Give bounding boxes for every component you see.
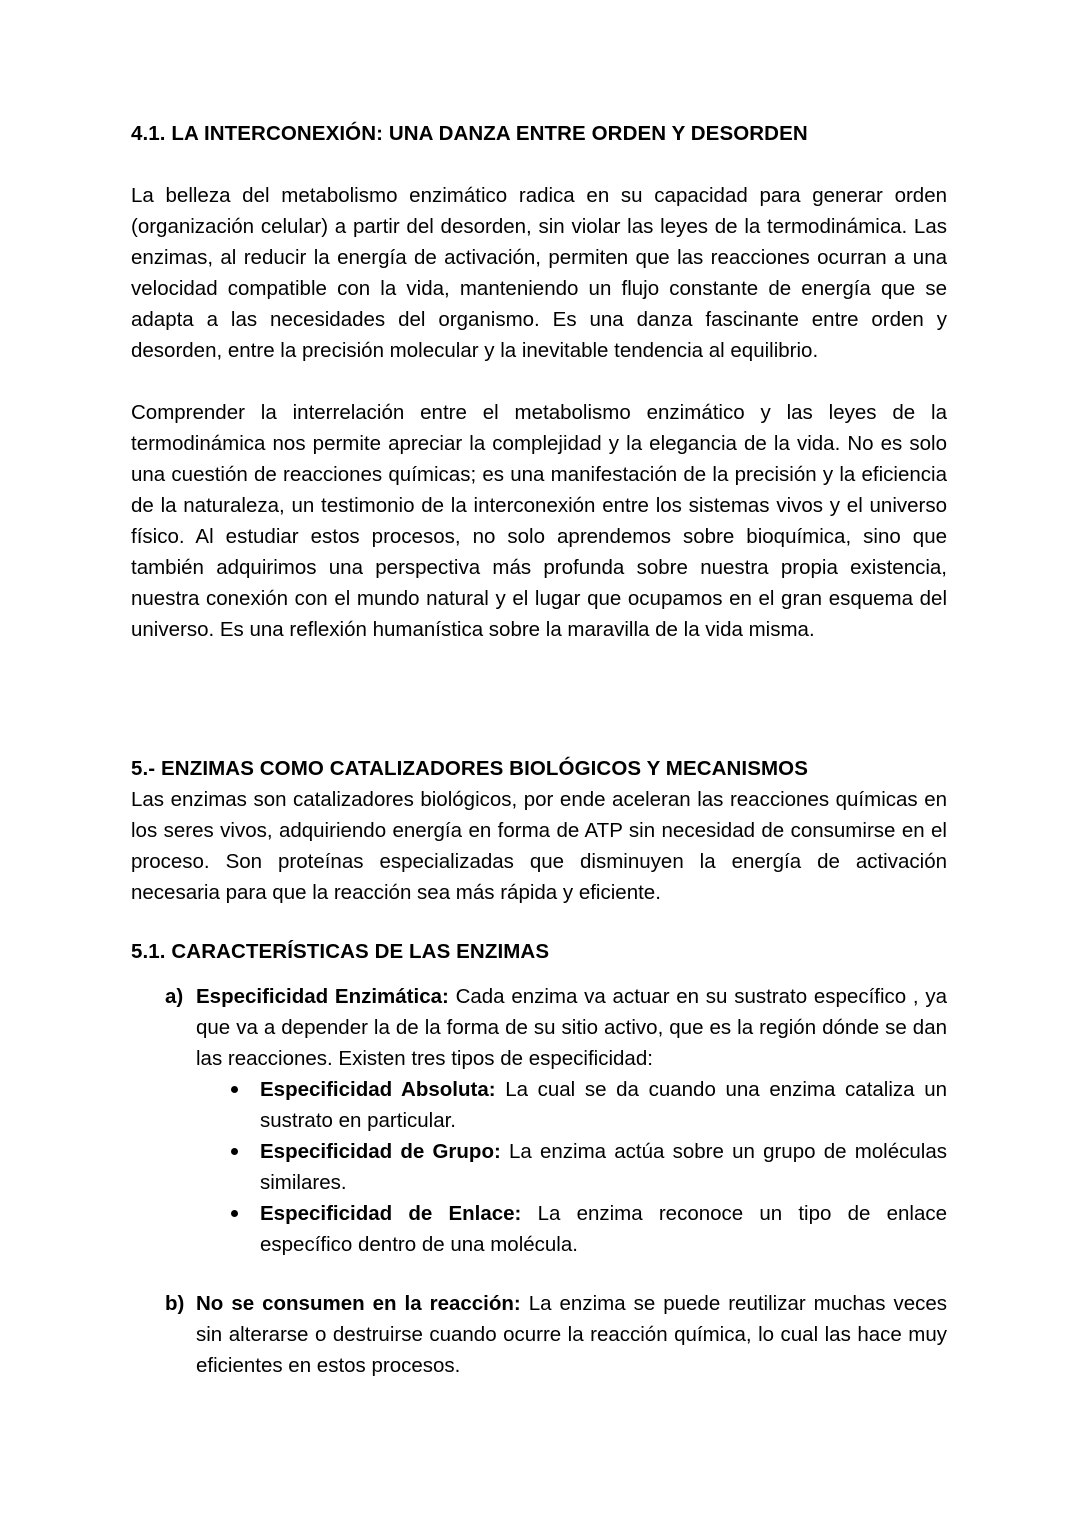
list-item — [131, 981, 947, 1074]
list-item — [131, 1136, 947, 1198]
paragraph-5-1: Las enzimas son catalizadores biológicos, por ende aceleran las reacciones químicas en los seres vivos, adquiriendo energía en forma de ATP sin necesidad de consumirse en el proceso. Son proteínas especializadas que disminuyen la energía de activación necesaria para que la reacción sea más rápida y eficiente. — [131, 788, 947, 904]
list-item-term: No se consumen en la reacción: — [196, 1292, 521, 1315]
spacer — [131, 645, 947, 753]
characteristics-list — [131, 981, 947, 1381]
bullet-icon — [231, 1086, 238, 1093]
list-item-term: Especificidad Enzimática: — [196, 985, 449, 1008]
heading-section-5-1: 5.1. CARACTERÍSTICAS DE LAS ENZIMAS — [131, 940, 550, 963]
bullet-icon — [231, 1210, 238, 1217]
sublist-item-term: Especificidad de Enlace: — [260, 1202, 522, 1225]
spacer — [131, 366, 947, 397]
sublist-item-text: La enzima actúa sobre un grupo de moléculas similares. — [260, 1140, 947, 1194]
sublist-item-term: Especificidad de Grupo: — [260, 1140, 501, 1163]
bullet-icon — [231, 1148, 238, 1155]
list-item-text: Cada enzima va actuar en su sustrato específico , ya que va a depender la de la forma de su sitio activo, que es la región dónde se dan las reacciones. Existen tres tipos de especificidad: — [196, 985, 947, 1070]
sublist-item-term: Especificidad Absoluta: — [260, 1078, 496, 1101]
spacer — [131, 149, 947, 180]
spacer — [131, 1260, 947, 1288]
list-item — [131, 1288, 947, 1381]
list-item — [131, 1074, 947, 1136]
paragraph-4-1-2: Comprender la interrelación entre el metabolismo enzimático y las leyes de la termodinámica nos permite apreciar la complejidad y la elegancia de la vida. No es solo una cuestión de reacciones químicas; es una manifestación de la precisión y la eficiencia de la naturaleza, un testimonio de la interconexión entre los sistemas vivos y el universo físico. Al estudiar estos procesos, no solo aprendemos sobre bioquímica, sino que también adquirimos una perspectiva más profunda sobre nuestra propia existencia, nuestra conexión con el mundo natural y el lugar que ocupamos en el gran esquema del universo. Es una reflexión humanística sobre la maravilla de la vida misma. — [131, 401, 947, 641]
spacer — [131, 908, 947, 936]
sublist-item-text: La cual se da cuando una enzima cataliza un sustrato en particular. — [260, 1078, 947, 1132]
paragraph-4-1-1: La belleza del metabolismo enzimático radica en su capacidad para generar orden (organización celular) a partir del desorden, sin violar las leyes de la termodinámica. Las enzimas, al reducir la energía de activación, permiten que las reacciones ocurran a una velocidad compatible con la vida, manteniendo un flujo constante de energía que se adapta a las necesidades del organismo. Es una danza fascinante entre orden y desorden, entre la precisión molecular y la inevitable tendencia al equilibrio. — [131, 184, 947, 362]
document-content — [131, 118, 947, 1381]
sublist-item-text: La enzima reconoce un tipo de enlace específico dentro de una molécula. — [260, 1202, 947, 1256]
specificity-sublist — [131, 1074, 947, 1260]
list-marker: a) — [165, 985, 184, 1008]
list-marker: b) — [165, 1292, 185, 1315]
list-item-text: La enzima se puede reutilizar muchas veces sin alterarse o destruirse cuando ocurre la reacción química, lo cual las hace muy eficientes en estos procesos. — [196, 1292, 947, 1377]
heading-section-5: 5.- ENZIMAS COMO CATALIZADORES BIOLÓGICOS Y MECANISMOS — [131, 757, 808, 780]
list-item — [131, 1198, 947, 1260]
heading-section-4-1: 4.1. LA INTERCONEXIÓN: UNA DANZA ENTRE ORDEN Y DESORDEN — [131, 122, 808, 145]
spacer — [131, 967, 947, 981]
